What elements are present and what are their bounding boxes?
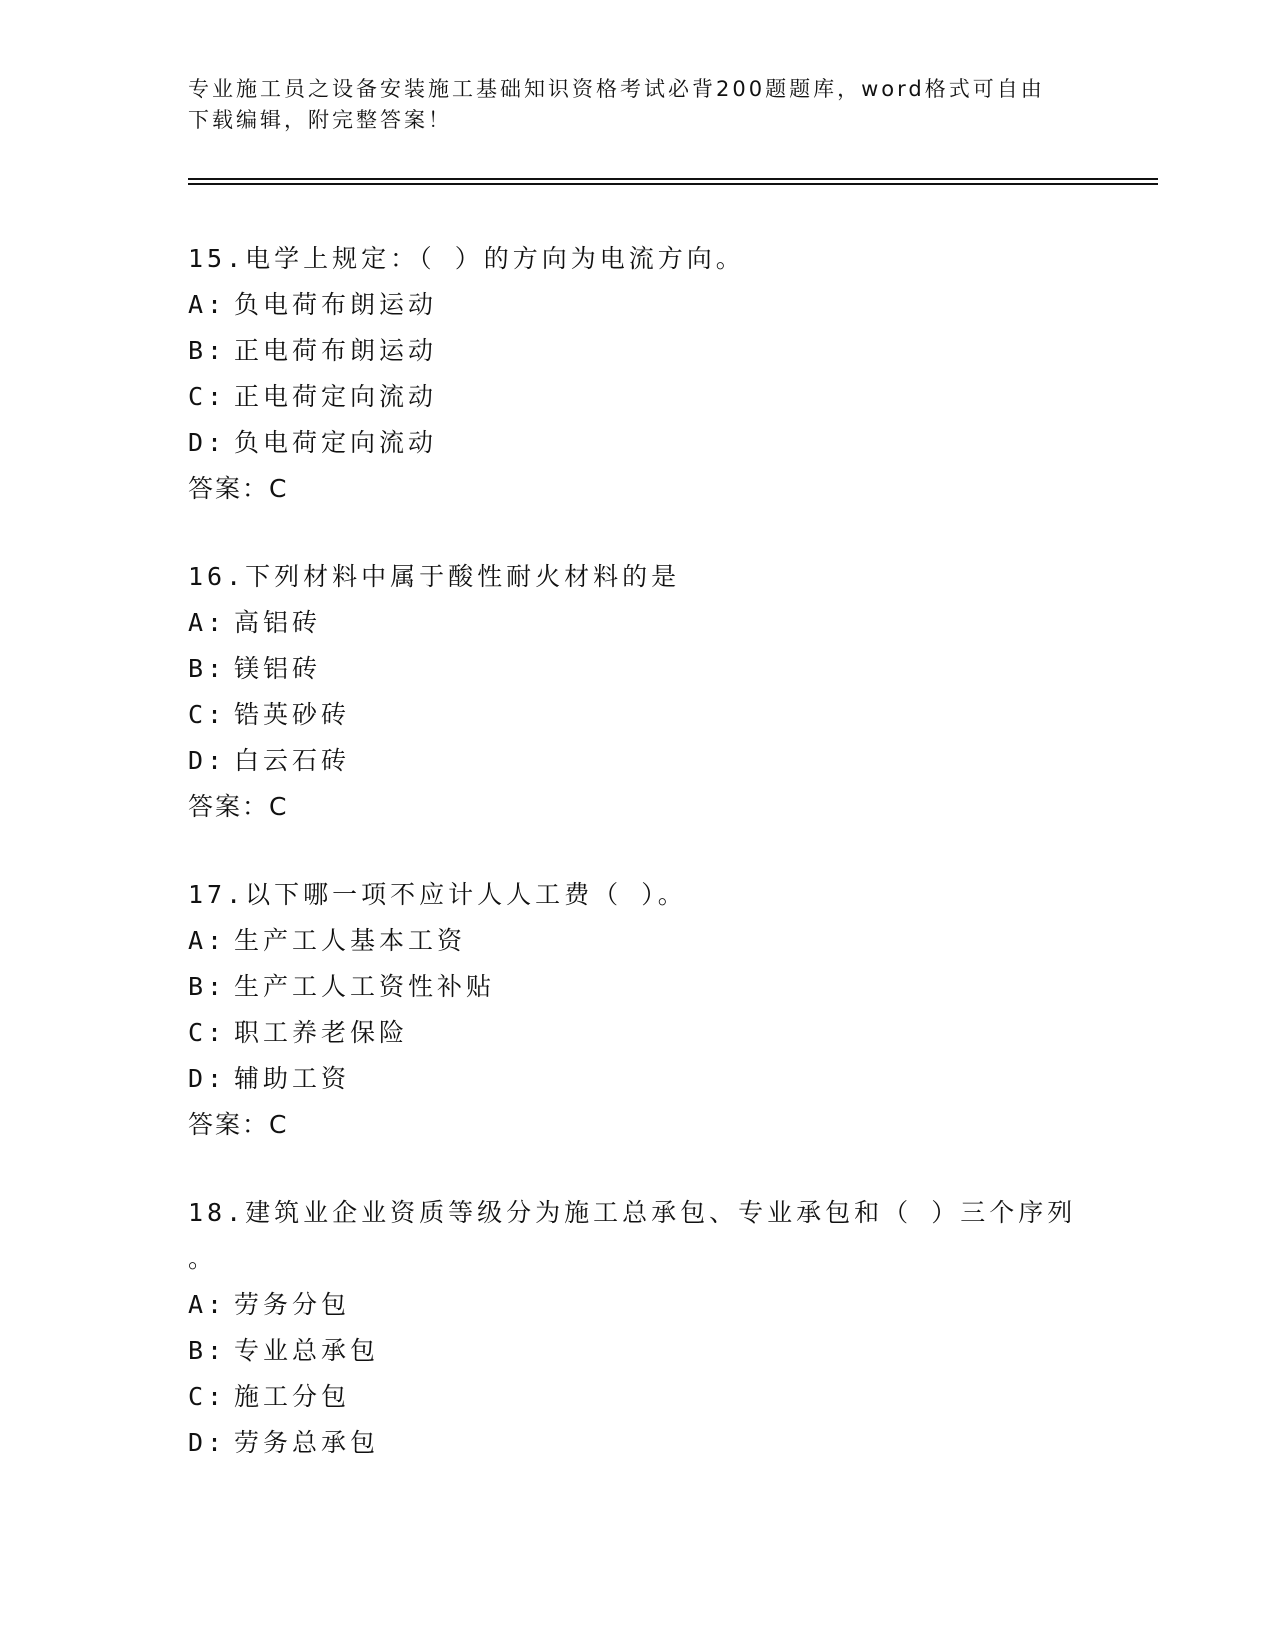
option-b — [188, 328, 1088, 374]
question-18 — [188, 1190, 1088, 1466]
option-a — [188, 1282, 1088, 1328]
question-stem: 18.建筑业企业资质等级分为施工总承包、专业承包和（ ）三个序列 — [188, 1198, 1077, 1227]
question-stem-continuation: 。 — [188, 1244, 218, 1273]
question-stem: 16.下列材料中属于酸性耐火材料的是 — [188, 562, 681, 591]
question-15 — [188, 236, 1088, 512]
answer: 答案：C — [188, 474, 289, 503]
question-list — [188, 236, 1088, 1508]
option-c — [188, 374, 1088, 420]
option-d — [188, 738, 1088, 784]
option-d — [188, 1420, 1088, 1466]
option-key: D: — [188, 1428, 227, 1457]
option-text: 负电荷布朗运动 — [234, 290, 438, 319]
option-key: D: — [188, 1064, 227, 1093]
option-key: C: — [188, 382, 227, 411]
option-key: A: — [188, 926, 227, 955]
option-b — [188, 1328, 1088, 1374]
option-key: C: — [188, 1018, 227, 1047]
option-text: 生产工人基本工资 — [234, 926, 467, 955]
option-key: B: — [188, 336, 227, 365]
question-stem: 17.以下哪一项不应计人人工费（ ）。 — [188, 880, 687, 909]
option-key: B: — [188, 1336, 227, 1365]
option-key: B: — [188, 972, 227, 1001]
option-text: 职工养老保险 — [234, 1018, 409, 1047]
header-line-1: 专业施工员之设备安装施工基础知识资格考试必背200题题库，word格式可自由 — [188, 77, 1045, 101]
option-b — [188, 646, 1088, 692]
option-key: C: — [188, 1382, 227, 1411]
option-a — [188, 600, 1088, 646]
answer: 答案：C — [188, 1110, 289, 1139]
option-c — [188, 1374, 1088, 1420]
option-text: 施工分包 — [234, 1382, 351, 1411]
option-text: 白云石砖 — [234, 746, 351, 775]
header-line-2: 下载编辑，附完整答案！ — [188, 108, 452, 132]
header-rule-top — [188, 178, 1158, 180]
option-c — [188, 692, 1088, 738]
option-key: D: — [188, 428, 227, 457]
option-b — [188, 964, 1088, 1010]
question-17 — [188, 872, 1088, 1148]
header-rule-bottom — [188, 183, 1158, 185]
option-a — [188, 282, 1088, 328]
option-d — [188, 420, 1088, 466]
option-key: C: — [188, 700, 227, 729]
option-c — [188, 1010, 1088, 1056]
option-key: D: — [188, 746, 227, 775]
option-text: 辅助工资 — [234, 1064, 351, 1093]
option-key: A: — [188, 290, 227, 319]
option-text: 镁铝砖 — [234, 654, 322, 683]
option-key: B: — [188, 654, 227, 683]
option-key: A: — [188, 1290, 227, 1319]
question-stem: 15.电学上规定：（ ）的方向为电流方向。 — [188, 244, 745, 273]
option-text: 专业总承包 — [234, 1336, 380, 1365]
option-key: A: — [188, 608, 227, 637]
question-16 — [188, 554, 1088, 830]
option-text: 负电荷定向流动 — [234, 428, 438, 457]
document-header — [188, 74, 1088, 136]
answer: 答案：C — [188, 792, 289, 821]
option-text: 生产工人工资性补贴 — [234, 972, 496, 1001]
option-text: 正电荷定向流动 — [234, 382, 438, 411]
option-text: 高铝砖 — [234, 608, 322, 637]
option-text: 劳务总承包 — [234, 1428, 380, 1457]
option-text: 劳务分包 — [234, 1290, 351, 1319]
option-text: 锆英砂砖 — [234, 700, 351, 729]
option-d — [188, 1056, 1088, 1102]
option-a — [188, 918, 1088, 964]
option-text: 正电荷布朗运动 — [234, 336, 438, 365]
